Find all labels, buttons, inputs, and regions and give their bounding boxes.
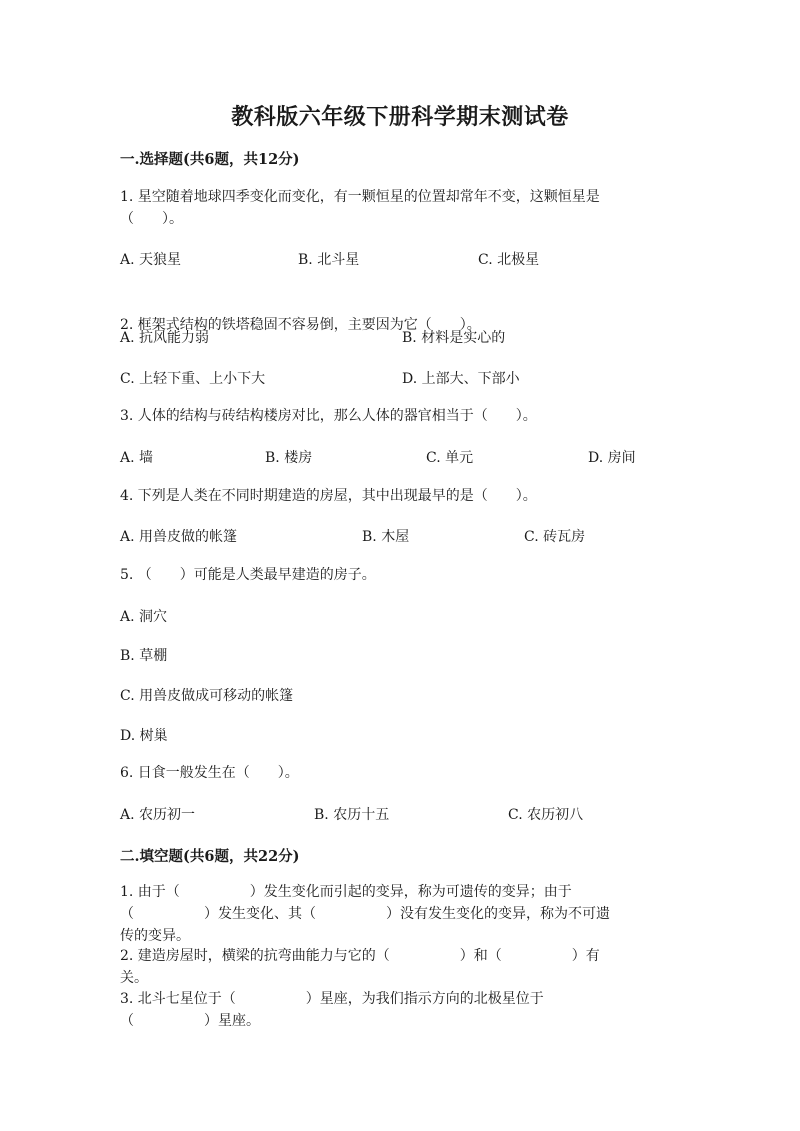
- question-5-text: 5. （ ）可能是人类最早建造的房子。: [120, 567, 376, 583]
- question-3-text: 3. 人体的结构与砖结构楼房对比，那么人体的器官相当于（ ）。: [120, 408, 537, 424]
- question-6-option-a: A. 农历初一: [120, 807, 196, 823]
- question-2-text: 2. 框架式结构的铁塔稳固不容易倒，主要因为它（ ）。: [120, 317, 481, 333]
- question-2-option-c: C. 上轻下重、上小下大: [120, 371, 266, 387]
- fill-question-1-line-1: 1. 由于（ ）发生变化而引起的变异，称为可遗传的变异；由于: [120, 884, 572, 900]
- question-4-option-c: C. 砖瓦房: [524, 529, 586, 545]
- question-4-text: 4. 下列是人类在不同时期建造的房屋，其中出现最早的是（ ）。: [120, 488, 537, 504]
- question-1-option-c: C. 北极星: [478, 252, 540, 268]
- fill-question-3-line-2: （ ）星座。: [120, 1013, 260, 1029]
- page-title: 教科版六年级下册科学期末测试卷: [231, 104, 569, 130]
- fill-question-1-line-3: 传的变异。: [120, 928, 190, 944]
- question-3-option-d: D. 房间: [588, 450, 636, 466]
- section-heading-choice: 一.选择题(共6题，共12分): [120, 151, 300, 168]
- question-3-option-a: A. 墙: [120, 450, 154, 466]
- question-5-option-b: B. 草棚: [120, 648, 168, 664]
- question-6-option-b: B. 农历十五: [314, 807, 390, 823]
- question-3-option-c: C. 单元: [426, 450, 474, 466]
- section-heading-fill-blank: 二.填空题(共6题，共22分): [120, 848, 300, 865]
- question-5-option-a: A. 洞穴: [120, 609, 168, 625]
- question-5-option-d: D. 树巢: [120, 728, 168, 744]
- question-2-option-d: D. 上部大、下部小: [402, 371, 520, 387]
- fill-question-3-line-1: 3. 北斗七星位于（ ）星座，为我们指示方向的北极星位于: [120, 991, 544, 1007]
- question-1-option-b: B. 北斗星: [298, 252, 360, 268]
- question-6-option-c: C. 农历初八: [508, 807, 584, 823]
- question-5-option-c: C. 用兽皮做成可移动的帐篷: [120, 688, 294, 704]
- question-3-option-b: B. 楼房: [265, 450, 313, 466]
- question-1-line-2: （ ）。: [120, 211, 183, 227]
- fill-question-1-line-2: （ ）发生变化、其（ ）没有发生变化的变异，称为不可遗: [120, 906, 610, 922]
- question-6-text: 6. 日食一般发生在（ ）。: [120, 765, 299, 781]
- fill-question-2-line-1: 2. 建造房屋时，横梁的抗弯曲能力与它的（ ）和（ ）有: [120, 948, 600, 964]
- question-4-option-a: A. 用兽皮做的帐篷: [120, 529, 238, 545]
- question-1-option-a: A. 天狼星: [120, 252, 182, 268]
- fill-question-2-line-2: 关。: [120, 970, 148, 986]
- question-2-option-a: A. 抗风能力弱: [120, 330, 210, 346]
- question-1-line-1: 1. 星空随着地球四季变化而变化，有一颗恒星的位置却常年不变，这颗恒星是: [120, 189, 600, 205]
- question-2-option-b: B. 材料是实心的: [402, 330, 506, 346]
- question-4-option-b: B. 木屋: [362, 529, 410, 545]
